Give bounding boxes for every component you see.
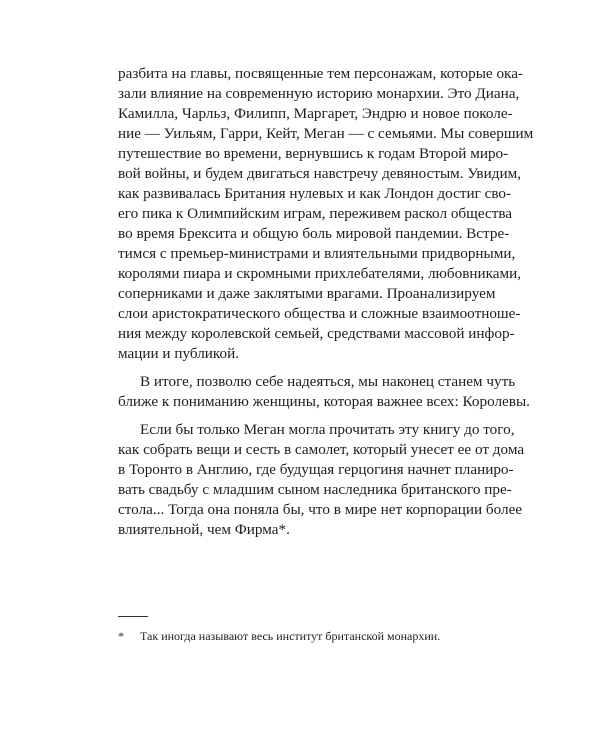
text-line: мации и публикой. [118, 345, 240, 362]
main-text [118, 64, 534, 540]
text-line: в Торонто в Англию, где будущая герцогиня начнет планиро- [118, 461, 514, 478]
footnote-marker: * [118, 629, 124, 643]
text-line: разбита на главы, посвященные тем персонажам, которые ока- [118, 65, 523, 82]
text-line: его пика к Олимпийским играм, переживем раскол общества [118, 205, 513, 222]
text-line: королями пиара и скромными прихлебателями, любовниками, [118, 265, 522, 282]
paragraph-1 [118, 64, 534, 364]
footnote-text: Так иногда называют весь институт британской монархии. [140, 629, 441, 643]
paragraph-3 [118, 420, 525, 540]
footnote-divider [118, 616, 148, 617]
text-line: как собрать вещи и сесть в самолет, который унесет ее от дома [118, 441, 525, 458]
paragraph-gap [118, 364, 482, 372]
footnote [118, 628, 482, 644]
text-line: слои аристократического общества и сложные взаимоотноше- [118, 305, 521, 322]
text-line: соперниками и даже заклятыми врагами. Проанализируем [118, 285, 496, 302]
text-line: Камилла, Чарльз, Филипп, Маргарет, Эндрю и новое поколе- [118, 105, 513, 122]
text-line: как развивалась Британия нулевых и как Лондон достиг сво- [118, 185, 512, 202]
text-line: вать свадьбу с младшим сыном наследника британского пре- [118, 481, 512, 498]
text-line: стола... Тогда она поняла бы, что в мире нет корпорации более [118, 501, 523, 518]
paragraph-2 [118, 372, 530, 412]
paragraph-gap [118, 412, 482, 420]
text-line: зали влияние на современную историю монархии. Это Диана, [118, 85, 520, 102]
text-line: во время Брексита и общую боль мировой пандемии. Встре- [118, 225, 510, 242]
text-line: ближе к пониманию женщины, которая важнее всех: Королевы. [118, 393, 530, 410]
text-line: ния между королевской семьей, средствами массовой инфор- [118, 325, 515, 342]
text-line: тимся с премьер-министрами и влиятельными придворными, [118, 245, 516, 262]
text-line: Если бы только Меган могла прочитать эту книгу до того, [140, 421, 515, 438]
text-line: ние — Уильям, Гарри, Кейт, Меган — с семьями. Мы совершим [118, 125, 534, 142]
text-line: вой войны, и будем двигаться навстречу девяностым. Увидим, [118, 165, 521, 182]
text-line: В итоге, позволю себе надеяться, мы наконец станем чуть [140, 373, 516, 390]
text-line: влиятельной, чем Фирма*. [118, 521, 290, 538]
text-line: путешествие во времени, вернувшись к годам Второй миро- [118, 145, 509, 162]
